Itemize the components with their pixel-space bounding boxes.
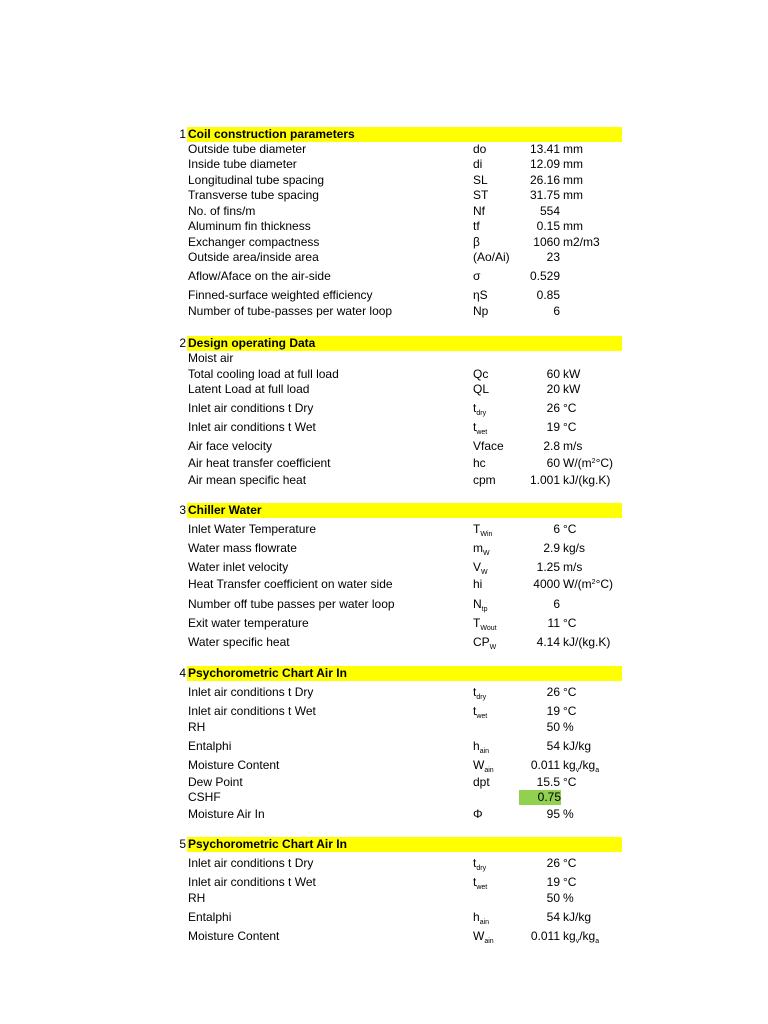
row-unit: $kg_v/kg_a$ [563, 758, 600, 774]
section-number: 1 [179, 127, 186, 141]
row-symbol: σ [473, 269, 481, 283]
symbol-subscript: ain [484, 938, 494, 945]
symbol-main: t [473, 875, 477, 889]
row-unit: m/s [563, 560, 583, 574]
symbol-main: t [473, 856, 477, 870]
row-unit: °C [563, 685, 577, 699]
row-value: 26 [546, 401, 560, 415]
symbol-subscript: wet [476, 429, 488, 436]
table-row [0, 775, 768, 790]
row-label: Water specific heat [188, 635, 290, 649]
row-label: Exit water temperature [188, 616, 309, 630]
row-label: Moist air [188, 351, 234, 365]
row-symbol [473, 704, 487, 719]
table-row [0, 875, 768, 890]
symbol-main: t [473, 685, 477, 699]
row-unit: °C [563, 522, 577, 536]
section-title: Psychorometric Chart Air In [187, 837, 622, 852]
row-label: Air mean specific heat [188, 473, 307, 487]
row-symbol: Qc [473, 367, 489, 381]
row-value: 0.011 [530, 929, 560, 943]
row-label: Entalphi [188, 910, 232, 924]
row-unit: % [563, 720, 574, 734]
row-symbol [473, 910, 489, 925]
row-value: 1.25 [536, 560, 560, 574]
table-row [0, 929, 768, 944]
row-symbol: hi [473, 577, 483, 591]
section-number: 3 [179, 503, 186, 517]
row-unit: $kg_v/kg_a$ [563, 929, 600, 945]
row-label: Transverse tube spacing [188, 188, 319, 202]
row-symbol: Vface [473, 439, 504, 453]
row-symbol: β [473, 235, 480, 249]
row-unit: mm [563, 142, 583, 156]
row-label: Outside area/inside area [188, 250, 319, 264]
row-symbol [473, 560, 488, 575]
row-unit: $W/(m^2^\circ C)$ [563, 577, 614, 591]
row-label: Entalphi [188, 739, 232, 753]
table-row [0, 522, 768, 537]
symbol-subscript: Wout [480, 625, 497, 632]
row-unit: °C [563, 856, 577, 870]
table-row [0, 456, 768, 471]
row-label: Inlet air conditions t Wet [188, 704, 316, 718]
row-value: 19 [546, 875, 560, 889]
row-label: Inlet air conditions t Dry [188, 856, 314, 870]
table-row [0, 269, 768, 284]
row-unit: °C [563, 401, 577, 415]
row-label: CSHF [188, 790, 221, 804]
row-value: 26.16 [529, 173, 560, 187]
row-label: Latent Load at full load [188, 382, 310, 396]
row-value: 50 [546, 891, 560, 905]
row-symbol [473, 856, 486, 871]
row-symbol: di [473, 157, 483, 171]
row-value: 19 [546, 704, 560, 718]
row-label: Moisture Air In [188, 807, 265, 821]
row-unit: kJ/(kg.K) [563, 473, 611, 487]
symbol-main: CP [473, 635, 490, 649]
table-row [0, 367, 768, 382]
symbol-main: m [473, 541, 483, 555]
row-unit: kJ/kg [563, 910, 592, 924]
table-row [0, 597, 768, 612]
table-row [0, 142, 768, 157]
table-row [0, 235, 768, 250]
row-value: 20 [546, 382, 560, 396]
row-symbol: cpm [473, 473, 496, 487]
row-label: Longitudinal tube spacing [188, 173, 325, 187]
row-label: Inlet air conditions t Dry [188, 685, 314, 699]
row-label: Water mass flowrate [188, 541, 297, 555]
symbol-subscript: dry [476, 410, 487, 417]
section-header [176, 666, 622, 681]
row-symbol [473, 758, 494, 773]
row-value: 31.75 [529, 188, 560, 202]
row-unit: $W/(m^2^\circ C)$ [563, 456, 614, 470]
table-row [0, 304, 768, 319]
row-symbol [473, 401, 486, 416]
table-row [0, 351, 768, 366]
symbol-subscript: dry [476, 694, 487, 701]
row-unit: m/s [563, 439, 583, 453]
row-value: 1060 [533, 235, 560, 249]
row-label: Finned-surface weighted efficiency [188, 288, 373, 302]
table-row [0, 616, 768, 631]
row-label: Dew Point [188, 775, 243, 789]
section-number: 4 [179, 666, 186, 680]
section-header [176, 503, 622, 518]
row-value: 0.15 [536, 219, 560, 233]
row-label: Moisture Content [188, 758, 280, 772]
row-symbol: hc [473, 456, 486, 470]
row-label: Inlet Water Temperature [188, 522, 317, 536]
table-row [0, 807, 768, 822]
row-label: Water inlet velocity [188, 560, 289, 574]
table-row [0, 635, 768, 650]
section-header [176, 336, 622, 351]
symbol-main: W [473, 758, 485, 772]
row-unit: °C [563, 420, 577, 434]
row-value: 0.85 [536, 288, 560, 302]
table-row [0, 577, 768, 592]
row-label: Inlet air conditions t Dry [188, 401, 314, 415]
row-label: Number off tube passes per water loop [188, 597, 395, 611]
row-value: 2.9 [543, 541, 560, 555]
row-value: 60 [546, 456, 560, 470]
table-row [0, 790, 768, 805]
table-row [0, 288, 768, 303]
row-value: 54 [546, 910, 560, 924]
row-symbol [473, 522, 492, 537]
row-unit: mm [563, 219, 583, 233]
row-unit: mm [563, 188, 583, 202]
row-symbol [473, 597, 488, 612]
row-label: No. of fins/m [188, 204, 256, 218]
section-title: Design operating Data [187, 336, 622, 351]
row-value: 2.8 [543, 439, 560, 453]
row-label: Aflow/Aface on the air-side [188, 269, 331, 283]
row-symbol [473, 420, 487, 435]
symbol-subscript: dry [476, 865, 487, 872]
symbol-subscript: wet [476, 713, 488, 720]
table-row [0, 856, 768, 871]
row-value: 6 [553, 597, 560, 611]
row-value: 0.011 [530, 758, 560, 772]
symbol-main: W [473, 929, 485, 943]
row-label: Air face velocity [188, 439, 273, 453]
symbol-subscript: ain [479, 919, 490, 926]
row-value: 26 [546, 856, 560, 870]
row-unit: mm [563, 173, 583, 187]
row-label: Total cooling load at full load [188, 367, 339, 381]
symbol-main: T [473, 522, 481, 536]
row-value: 50 [546, 720, 560, 734]
symbol-subscript: ain [479, 748, 490, 755]
row-value: 4000 [533, 577, 560, 591]
symbol-main: t [473, 401, 477, 415]
row-unit: kJ/kg [563, 739, 592, 753]
symbol-subscript: tp [481, 606, 488, 613]
table-row [0, 439, 768, 454]
table-row [0, 401, 768, 416]
row-symbol: Np [473, 304, 489, 318]
symbol-subscript: W [489, 644, 497, 651]
row-label: Aluminum fin thickness [188, 219, 311, 233]
row-unit: kJ/(kg.K) [563, 635, 611, 649]
row-value: 554 [539, 204, 560, 218]
row-value: 1.001 [529, 473, 560, 487]
row-unit: mm [563, 157, 583, 171]
row-value: 11 [547, 616, 560, 630]
row-unit: % [563, 891, 574, 905]
row-value: 12.09 [529, 157, 560, 171]
row-symbol: SL [473, 173, 488, 187]
table-row [0, 541, 768, 556]
row-value: 26 [546, 685, 560, 699]
symbol-subscript: wet [476, 884, 488, 891]
row-symbol: ST [473, 188, 489, 202]
row-symbol [473, 685, 486, 700]
row-value: 54 [546, 739, 560, 753]
section-header [176, 837, 622, 852]
row-label: Heat Transfer coefficient on water side [188, 577, 393, 591]
row-symbol: (Ao/Ai) [473, 250, 510, 264]
row-value: 60 [546, 367, 560, 381]
section-title: Chiller Water [187, 503, 622, 518]
cshf-value-highlighted[interactable]: 0.75 [519, 790, 561, 805]
row-label: Exchanger compactness [188, 235, 320, 249]
row-symbol [473, 541, 490, 556]
row-unit: °C [563, 875, 577, 889]
table-row [0, 420, 768, 435]
row-value: 23 [546, 250, 560, 264]
row-symbol [473, 875, 487, 890]
table-row [0, 720, 768, 735]
table-row [0, 219, 768, 234]
row-unit: kg/s [563, 541, 586, 555]
row-label: RH [188, 720, 206, 734]
symbol-subscript: W [483, 550, 490, 557]
symbol-main: T [473, 616, 481, 630]
row-unit: % [563, 807, 574, 821]
row-label: Number of tube-passes per water loop [188, 304, 393, 318]
table-row [0, 739, 768, 754]
section-number: 2 [179, 336, 186, 350]
row-symbol [473, 739, 489, 754]
row-unit: °C [563, 775, 577, 789]
row-label: Inside tube diameter [188, 157, 297, 171]
row-label: Inlet air conditions t Wet [188, 875, 316, 889]
table-row [0, 250, 768, 265]
row-symbol: do [473, 142, 487, 156]
table-row [0, 204, 768, 219]
symbol-main: h [473, 739, 480, 753]
table-row [0, 685, 768, 700]
symbol-main: t [473, 704, 477, 718]
table-row [0, 704, 768, 719]
row-symbol: QL [473, 382, 490, 396]
row-symbol: tf [473, 219, 480, 233]
symbol-main: V [473, 560, 482, 574]
symbol-subscript: W [481, 569, 488, 576]
symbol-main: t [473, 420, 477, 434]
row-label: RH [188, 891, 206, 905]
table-row [0, 910, 768, 925]
row-value: 13.41 [529, 142, 560, 156]
section-title: Psychorometric Chart Air In [187, 666, 622, 681]
row-value: 0.529 [529, 269, 560, 283]
row-label: Moisture Content [188, 929, 280, 943]
row-unit: kW [563, 382, 581, 396]
table-row [0, 560, 768, 575]
row-unit: m2/m3 [563, 235, 600, 249]
row-value: 6 [553, 304, 560, 318]
row-symbol: Φ [473, 807, 483, 821]
symbol-subscript: Win [480, 531, 493, 538]
table-row [0, 758, 768, 773]
row-label: Air heat transfer coefficient [188, 456, 331, 470]
row-symbol [473, 635, 496, 650]
table-row [0, 188, 768, 203]
row-symbol: ηS [473, 288, 488, 302]
table-row [0, 473, 768, 488]
row-unit: °C [563, 616, 577, 630]
symbol-subscript: ain [484, 767, 494, 774]
row-unit: kW [563, 367, 581, 381]
row-symbol [473, 929, 494, 944]
section-header [176, 127, 622, 142]
table-row [0, 891, 768, 906]
row-value: 15.5 [536, 775, 560, 789]
symbol-main: N [473, 597, 482, 611]
symbol-main: h [473, 910, 480, 924]
row-symbol: dpt [473, 775, 490, 789]
row-unit: °C [563, 704, 577, 718]
row-value: 4.14 [536, 635, 560, 649]
row-label: Outside tube diameter [188, 142, 307, 156]
table-row [0, 157, 768, 172]
row-value: 6 [553, 522, 560, 536]
row-value: 95 [546, 807, 560, 821]
row-label: Inlet air conditions t Wet [188, 420, 316, 434]
section-number: 5 [179, 837, 186, 851]
row-symbol [473, 616, 497, 631]
table-row [0, 382, 768, 397]
row-value: 19 [546, 420, 560, 434]
table-row [0, 173, 768, 188]
section-title: Coil construction parameters [187, 127, 622, 142]
row-symbol: Nf [473, 204, 485, 218]
